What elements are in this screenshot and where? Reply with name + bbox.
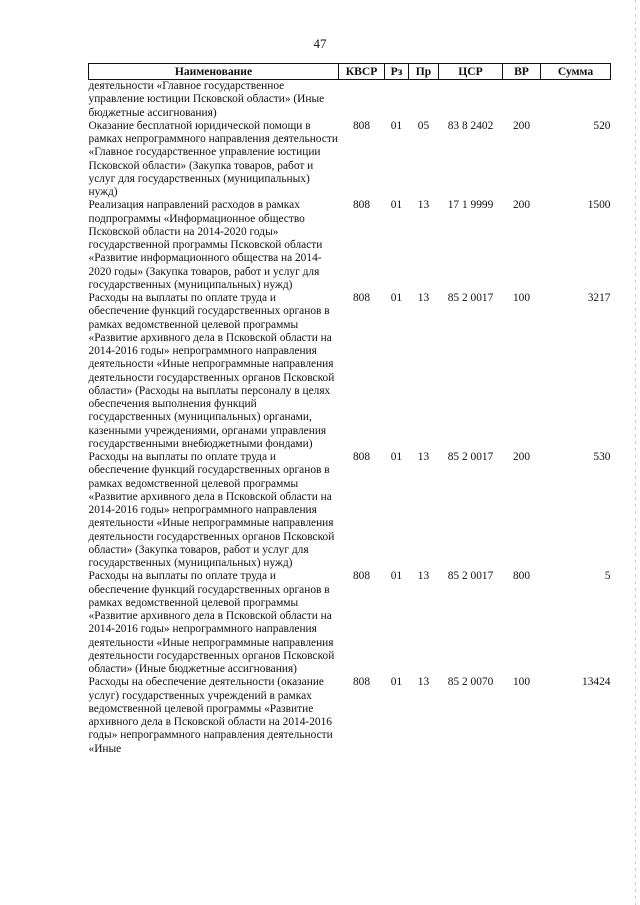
row-pr — [409, 80, 439, 120]
header-row — [89, 64, 611, 80]
header-pr: Пр — [409, 64, 439, 80]
row-kvsr — [339, 80, 385, 120]
row-rz: 01 — [390, 676, 403, 689]
row-vr: 200 — [512, 199, 531, 212]
row-name: Расходы на обеспечение деятельности (оказание услуг) государственных учреждений в рамках ведомственной целевой программы «Развитие архивного дела в Псковской области на 2014-2016 годы» непрограммного направления деятельности «Иные — [88, 676, 333, 755]
header-kvsr: КВСР — [339, 64, 385, 80]
row-sum: 1500 — [587, 199, 611, 212]
table-header — [89, 64, 611, 80]
table-row — [89, 120, 611, 200]
row-sum: 13424 — [582, 676, 611, 689]
row-pr: 13 — [417, 199, 430, 212]
header-csr: ЦСР — [439, 64, 503, 80]
row-kvsr: 808 — [352, 119, 371, 132]
row-kvsr: 808 — [352, 199, 371, 212]
header-sum: Сумма — [541, 64, 611, 80]
table-row — [89, 199, 611, 292]
page-number: 47 — [313, 36, 327, 51]
header-rz: Рз — [385, 64, 409, 80]
row-csr: 85 2 0070 — [447, 676, 494, 689]
row-kvsr: 808 — [352, 292, 371, 304]
row-name: деятельности «Главное государственное управление юстиции Псковской области» (Иные бюджетные ассигнования) — [88, 80, 325, 119]
row-pr: 13 — [417, 451, 430, 463]
row-sum: 520 — [593, 119, 611, 132]
row-kvsr: 808 — [352, 676, 371, 689]
row-vr: 800 — [512, 570, 531, 583]
row-sum: 5 — [604, 570, 611, 583]
row-pr: 13 — [417, 570, 430, 583]
row-pr: 13 — [417, 292, 430, 304]
row-rz: 01 — [390, 119, 403, 132]
row-rz: 01 — [390, 199, 403, 212]
budget-table — [88, 63, 611, 756]
row-vr: 200 — [512, 119, 531, 132]
row-name: Расходы на выплаты по оплате труда и обеспечение функций государственных органов в рамках ведомственной целевой программы «Развитие архивного дела в Псковской области на 2014-2016 годы» непрограммного направления деятельности «Иные непрограммные направления деятельности государственных органов Псковской области» (Иные бюджетные ассигнования) — [88, 570, 335, 675]
row-vr: 200 — [512, 451, 531, 463]
row-kvsr: 808 — [352, 451, 371, 463]
table-row — [89, 292, 611, 451]
row-name: Оказание бесплатной юридической помощи в рамках непрограммного направления деятельности «Главное государственное управление юстиции Псковской области» (Закупка товаров, работ и услуг для государственных (муниципальных) нужд) — [88, 119, 338, 198]
row-csr: 85 2 0017 — [447, 570, 494, 583]
row-rz: 01 — [390, 451, 403, 463]
table-row — [89, 80, 611, 120]
row-rz: 01 — [390, 292, 403, 304]
table-row — [89, 570, 611, 676]
row-name: Реализация направлений расходов в рамках подпрограммы «Информационное общество Псковской области на 2014-2020 годы» государственной программы Псковской области «Развитие информационного общества на 2014-2020 годы» (Закупка товаров, работ и услуг для государственных (муниципальных) нужд) — [88, 199, 323, 291]
row-pr: 13 — [417, 676, 430, 689]
header-name: Наименование — [89, 64, 339, 80]
row-kvsr: 808 — [352, 570, 371, 583]
row-csr — [439, 80, 503, 120]
row-pr: 05 — [417, 119, 430, 132]
scan-edge-line — [635, 0, 636, 905]
row-vr: 100 — [512, 292, 531, 304]
row-name: Расходы на выплаты по оплате труда и обеспечение функций государственных органов в рамках ведомственной целевой программы «Развитие архивного дела в Псковской области на 2014-2016 годы» непрограммного направления деятельности «Иные непрограммные направления деятельности государственных органов Псковской области» (Расходы на выплаты персоналу в целях обеспечения выполнения функций государственных (муниципальных) органами, казенными учреждениями, органами управления государственными внебюджетными фондами) — [88, 292, 335, 450]
header-vr: ВР — [503, 64, 541, 80]
row-csr: 17 1 9999 — [447, 199, 494, 212]
row-rz — [385, 80, 409, 120]
row-sum: 530 — [593, 451, 611, 463]
row-csr: 85 2 0017 — [447, 451, 494, 463]
row-vr: 100 — [512, 676, 531, 689]
table-body — [89, 80, 611, 756]
row-sum — [541, 80, 611, 120]
row-sum: 3217 — [587, 292, 611, 304]
row-csr: 85 2 0017 — [447, 292, 494, 304]
table-row — [89, 451, 611, 570]
row-vr — [503, 80, 541, 120]
row-csr: 83 8 2402 — [447, 119, 494, 132]
row-rz: 01 — [390, 570, 403, 583]
row-name: Расходы на выплаты по оплате труда и обеспечение функций государственных органов в рамках ведомственной целевой программы «Развитие архивного дела в Псковской области на 2014-2016 годы» непрограммного направления деятельности «Иные непрограммные направления деятельности государственных органов Псковской области» (Закупка товаров, работ и услуг для государственных (муниципальных) нужд) — [88, 451, 335, 569]
table-row — [89, 676, 611, 756]
